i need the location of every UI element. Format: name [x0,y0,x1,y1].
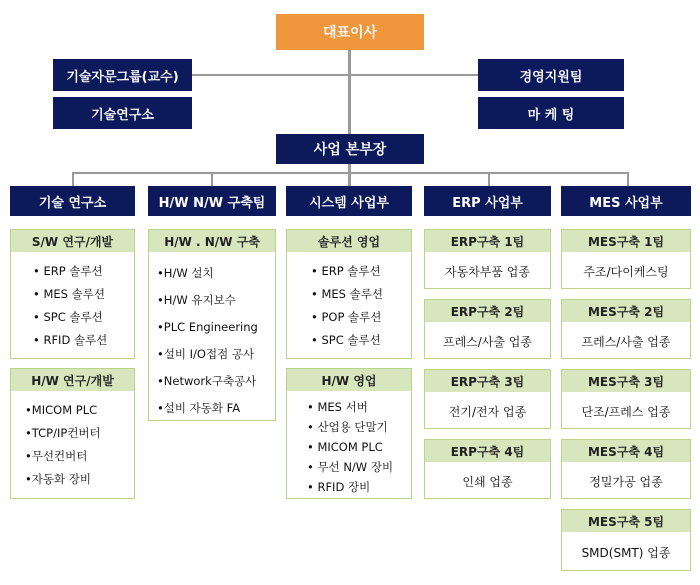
panel-header: H/W . N/W 구축 [149,230,275,252]
panel-header: MES구축 2팀 [562,300,690,322]
list-item: • SPC 솔루션 [33,310,103,324]
division-hwnw-box: H/W N/W 구축팀 [148,186,276,216]
panel-mes-team-3 [561,369,691,429]
panel-header: ERP구축 1팀 [425,230,550,252]
connector-head-trunk [348,164,351,186]
team-desc: 프레스/사출 업종 [581,335,671,349]
panel-solution-sales [286,229,412,359]
list-item: •Network구축공사 [157,374,257,388]
list-item: • 무선 N/W 장비 [307,460,394,474]
item-list [11,260,134,352]
panel-header: H/W 연구/개발 [11,369,134,391]
list-item: •PLC Engineering [157,320,258,334]
ceo-box: 대표이사 [276,14,424,50]
panel-header: H/W 영업 [287,369,411,391]
division-erp-box: ERP 사업부 [424,186,551,216]
list-item: • SPC 솔루션 [311,333,381,347]
list-item: •H/W 설치 [157,266,214,280]
list-item: • MES 솔루션 [311,287,383,301]
panel-mes-team-4 [561,439,691,499]
item-list [287,260,411,352]
connector-division-bar [72,172,629,174]
panel-header: MES구축 3팀 [562,370,690,392]
panel-header: MES구축 1팀 [562,230,690,252]
team-desc: 전기/전자 업종 [448,405,527,419]
research-center-box: 기술연구소 [53,97,192,129]
division-system-box: 시스템 사업부 [286,186,412,216]
panel-header: ERP구축 4팀 [425,440,550,462]
list-item: • RFID 장비 [307,480,371,494]
team-desc: SMD(SMT) 업종 [581,546,671,560]
division-mes-box: MES 사업부 [561,186,691,216]
item-list [287,397,411,497]
advisory-group-box: 기술자문그룹(교수) [53,59,192,91]
list-item: • ERP 솔루션 [311,264,381,278]
team-desc: 인쇄 업종 [462,475,513,489]
panel-erp-team-4 [424,439,551,499]
list-item: •H/W 유지보수 [157,293,236,307]
list-item: •TCP/IP컨버터 [25,426,101,440]
connector-division-1 [72,172,74,186]
list-item: •설비 자동화 FA [157,401,241,415]
list-item: • ERP 솔루션 [33,264,103,278]
management-support-box: 경영지원팀 [478,59,624,91]
connector-division-5 [627,172,629,186]
panel-mes-team-2 [561,299,691,359]
list-item: •설비 I/O접점 공사 [157,347,255,361]
list-item: • RFID 솔루션 [33,333,108,347]
panel-header: MES구축 4팀 [562,440,690,462]
panel-erp-team-3 [424,369,551,429]
list-item: • MES 솔루션 [33,287,105,301]
panel-mes-team-5 [561,509,691,571]
item-list [149,260,275,422]
list-item: • MES 서버 [307,400,368,414]
team-desc: 단조/프레스 업종 [581,405,671,419]
panel-hw-sales [286,368,412,499]
panel-mes-team-1 [561,229,691,289]
panel-header: MES구축 5팀 [562,510,690,532]
team-desc: 주조/다이케스팅 [583,265,669,279]
panel-header: S/W 연구/개발 [11,230,134,252]
list-item: • POP 솔루션 [311,310,382,324]
division-research-box: 기술 연구소 [10,186,135,216]
connector-ceo-trunk [348,50,351,134]
business-head-box: 사업 본부장 [276,134,424,164]
connector-advisory-horizontal [192,74,478,76]
team-desc: 프레스/사출 업종 [442,335,532,349]
list-item: • MICOM PLC [307,440,383,454]
panel-erp-team-2 [424,299,551,359]
list-item: •무선컨버터 [25,449,88,463]
team-desc: 정밀가공 업종 [589,475,663,489]
panel-hwnw-build [148,229,276,421]
panel-sw-rnd [10,229,135,359]
connector-division-2 [211,172,213,186]
list-item: • 산업용 단말기 [307,420,388,434]
connector-division-4 [488,172,490,186]
panel-hw-rnd [10,368,135,499]
marketing-box: 마 케 팅 [478,97,624,129]
team-desc: 자동차부품 업종 [445,265,530,279]
list-item: •자동화 장비 [25,472,91,486]
list-item: •MICOM PLC [25,403,98,417]
panel-header: 솔루션 영업 [287,230,411,252]
panel-header: ERP구축 3팀 [425,370,550,392]
panel-header: ERP구축 2팀 [425,300,550,322]
item-list [11,399,134,491]
panel-erp-team-1 [424,229,551,289]
